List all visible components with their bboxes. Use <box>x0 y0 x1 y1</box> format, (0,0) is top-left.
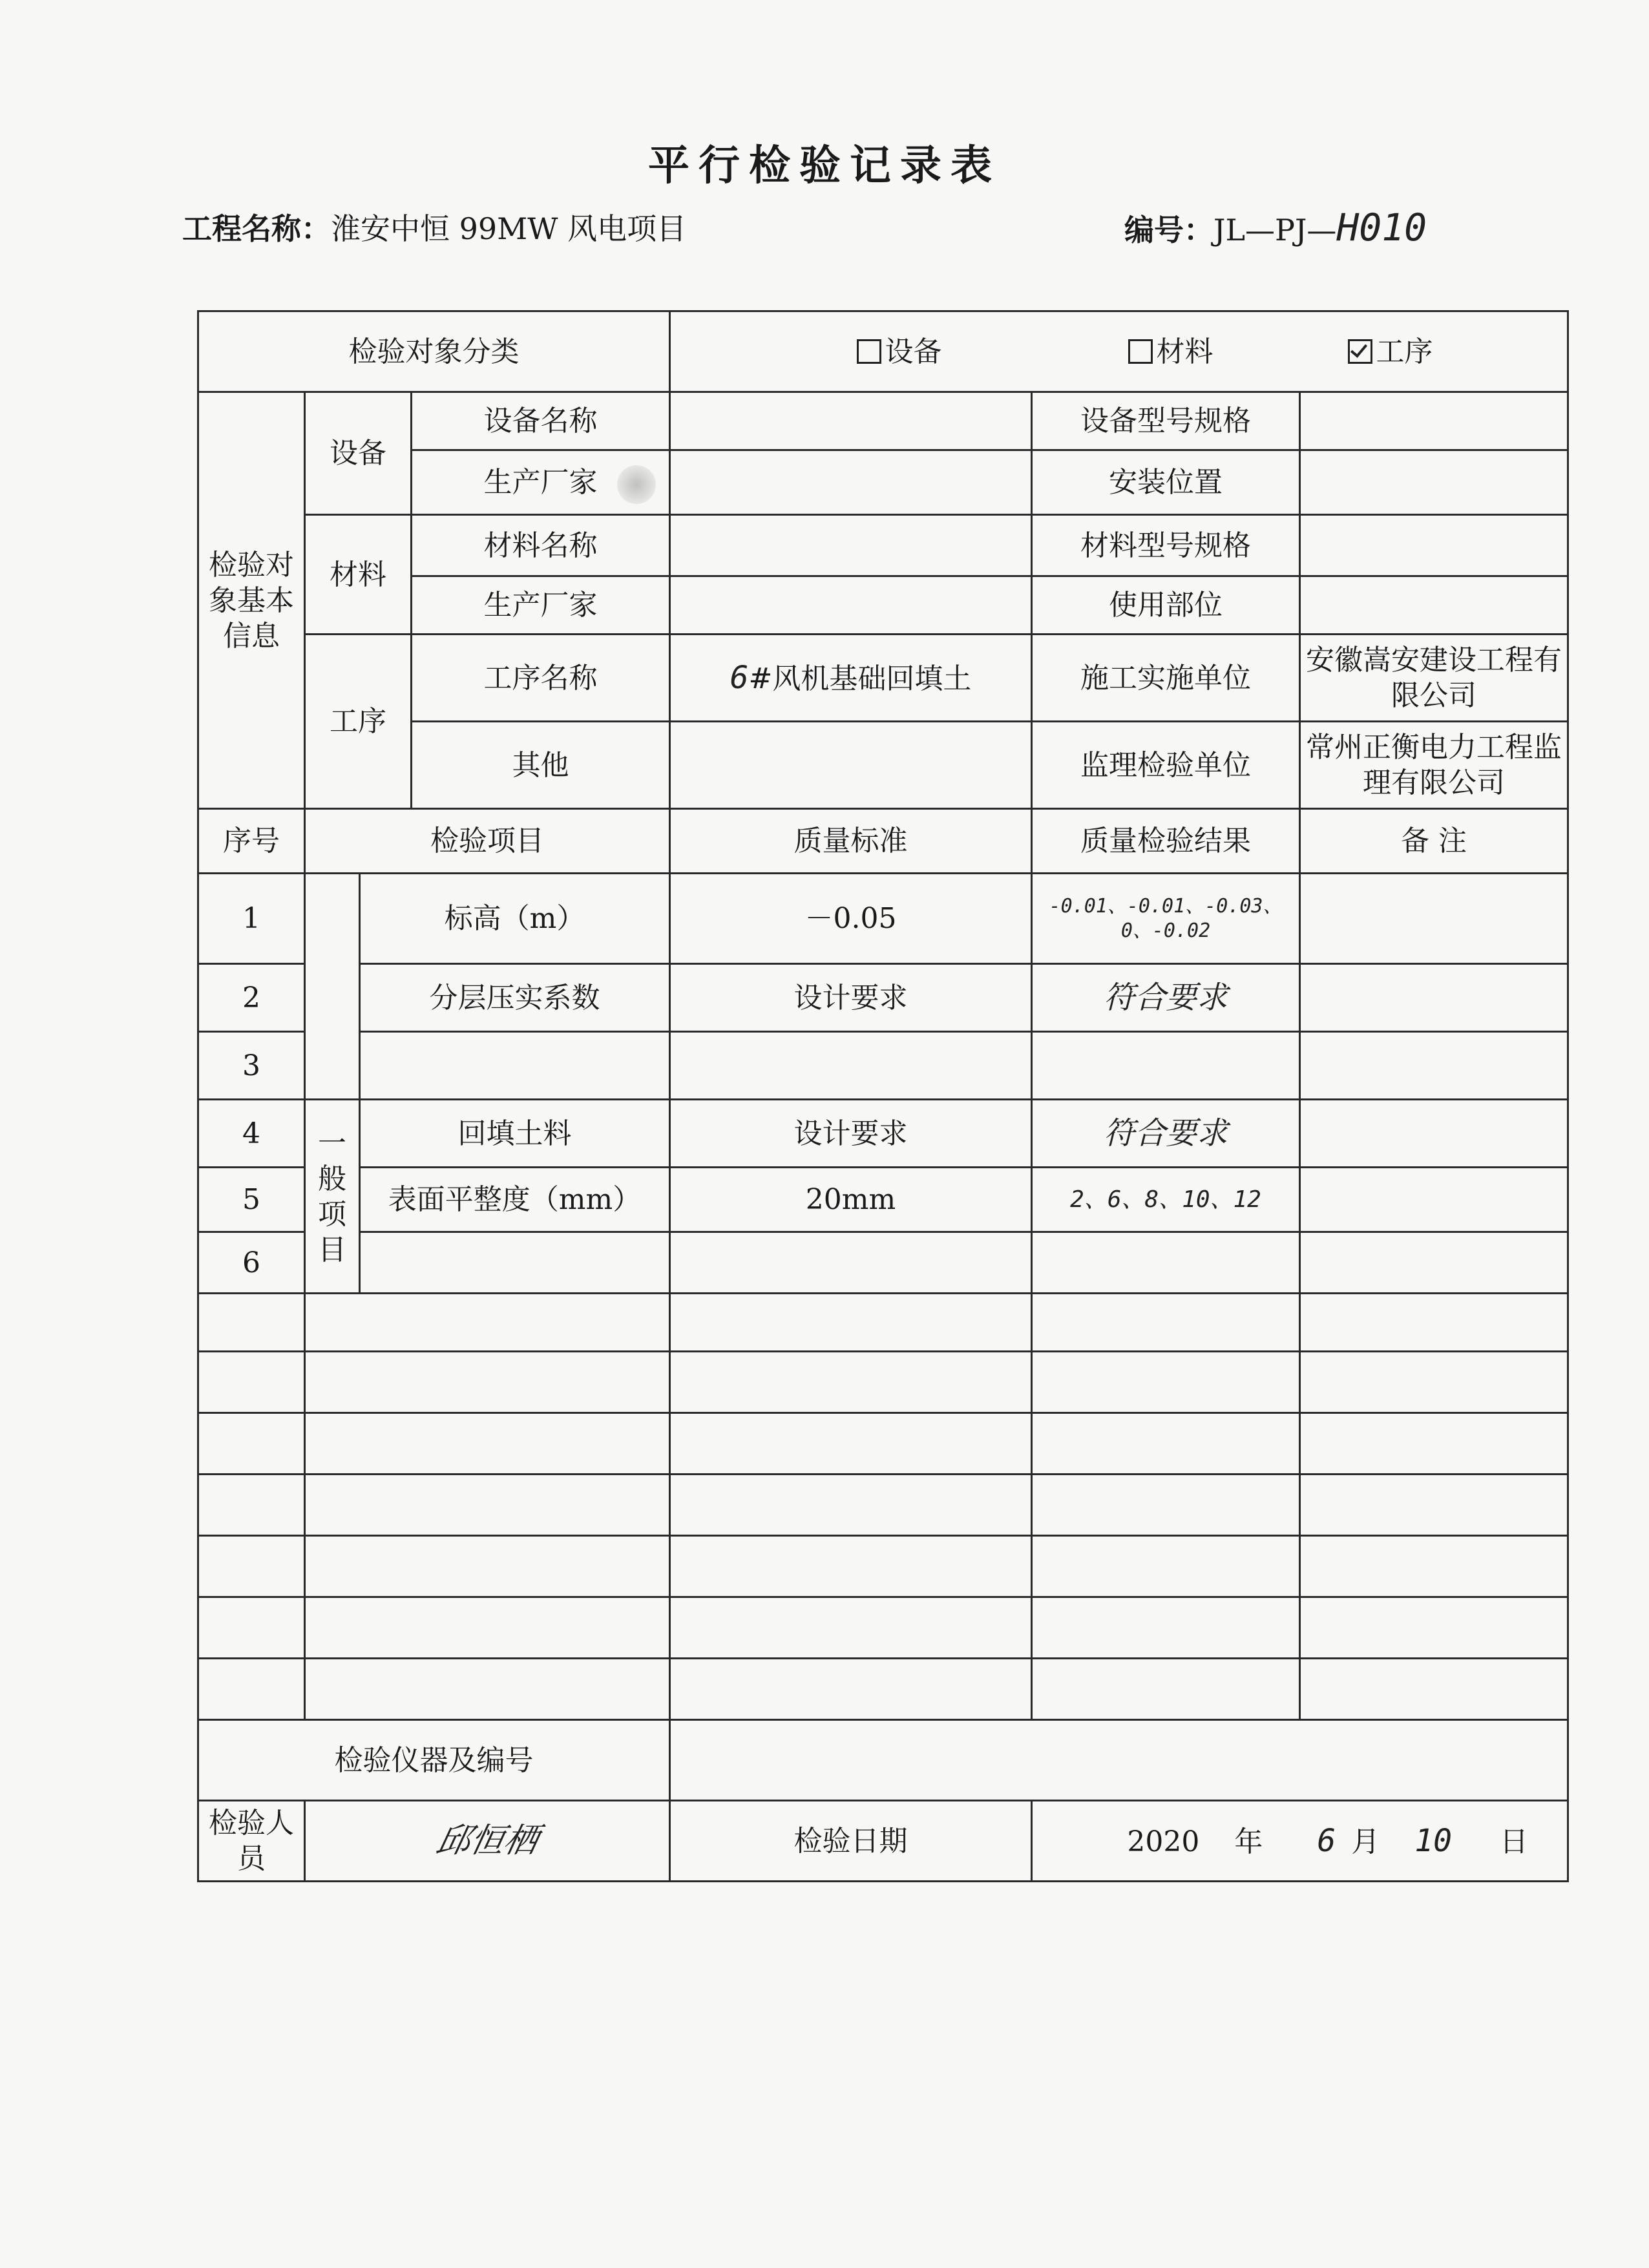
process-label: 工序 <box>305 635 412 809</box>
material-label: 材料 <box>305 515 412 635</box>
checkbox-icon[interactable] <box>1128 339 1153 364</box>
col-remark: 备 注 <box>1300 809 1568 874</box>
col-seq: 序号 <box>198 809 305 874</box>
serial-handwritten: H010 <box>1336 205 1427 249</box>
basic-info-label: 检验对 象基本 信息 <box>198 392 305 809</box>
option-process[interactable]: 工序 <box>1307 334 1475 370</box>
material-model-label: 材料型号规格 <box>1032 515 1300 576</box>
instrument-label: 检验仪器及编号 <box>198 1720 670 1801</box>
equipment-model-value <box>1300 392 1568 450</box>
blank-row <box>198 1659 1568 1720</box>
table-row: 5 表面平整度（mm） 20mm 2、6、8、10、12 <box>198 1168 1568 1232</box>
inspector-signature: 邱恒栖 <box>305 1801 670 1882</box>
process-other-value <box>670 722 1032 809</box>
col-result: 质量检验结果 <box>1032 809 1300 874</box>
blank-row <box>198 1413 1568 1475</box>
instrument-value <box>670 1720 1568 1801</box>
table-row: 2 分层压实系数 设计要求 符合要求 <box>198 964 1568 1032</box>
equipment-label: 设备 <box>305 392 412 515</box>
date-year: 2020 <box>1127 1825 1200 1858</box>
process-other-label: 其他 <box>412 722 670 809</box>
blank-row <box>198 1294 1568 1352</box>
instrument-row <box>198 1720 1568 1801</box>
table-row: 6 <box>198 1232 1568 1294</box>
blank-row <box>198 1597 1568 1659</box>
date-month: 6 <box>1317 1823 1336 1859</box>
material-maker-label: 生产厂家 <box>412 576 670 635</box>
equipment-model-label: 设备型号规格 <box>1032 392 1300 450</box>
material-name-label: 材料名称 <box>412 515 670 576</box>
result-value: 符合要求 <box>1032 1100 1300 1168</box>
equipment-location-label: 安装位置 <box>1032 450 1300 515</box>
result-value: 符合要求 <box>1032 964 1300 1032</box>
material-part-value <box>1300 576 1568 635</box>
table-row: 3 <box>198 1032 1568 1100</box>
result-value: 2、6、8、10、12 <box>1032 1168 1300 1232</box>
option-material[interactable]: 材料 <box>1035 334 1307 370</box>
category-row <box>198 311 1568 392</box>
inspector-row <box>198 1801 1568 1882</box>
equipment-location-value <box>1300 450 1568 515</box>
serial-label: 编号： <box>1124 213 1213 247</box>
inspector-label: 检验人员 <box>198 1801 305 1882</box>
col-standard: 质量标准 <box>670 809 1032 874</box>
process-name-label: 工序名称 <box>412 635 670 722</box>
option-equipment[interactable]: 设备 <box>764 334 1035 370</box>
supervisor-value: 常州正衡电力工程监理有限公司 <box>1300 722 1568 809</box>
serial-prefix: JL—PJ— <box>1213 213 1337 247</box>
equipment-maker-label: 生产厂家 <box>412 450 670 515</box>
equipment-name-label: 设备名称 <box>412 392 670 450</box>
result-value: -0.01、-0.01、-0.03、0、-0.02 <box>1032 874 1300 964</box>
material-model-value <box>1300 515 1568 576</box>
equipment-maker-value <box>670 450 1032 515</box>
contractor-label: 施工实施单位 <box>1032 635 1300 722</box>
blank-row <box>198 1352 1568 1413</box>
general-items-label: 一 般 项 目 <box>305 1100 360 1294</box>
document-title: 平行检验记录表 <box>648 142 1001 190</box>
project-name <box>182 205 686 248</box>
blank-row <box>198 1536 1568 1597</box>
date-day: 10 <box>1414 1823 1453 1859</box>
category-label: 检验对象分类 <box>198 311 670 392</box>
material-part-label: 使用部位 <box>1032 576 1300 635</box>
process-name-hand: 6 <box>730 660 749 696</box>
process-name-value: 6#风机基础回填土 <box>670 635 1032 722</box>
supervisor-label: 监理检验单位 <box>1032 722 1300 809</box>
contractor-value: 安徽嵩安建设工程有限公司 <box>1300 635 1568 722</box>
table-row: 1 标高（m） －0.05 -0.01、-0.01、-0.03、0、-0.02 <box>198 874 1568 964</box>
inspection-table <box>197 310 1569 1882</box>
equipment-name-value <box>670 392 1032 450</box>
serial-number <box>1124 205 1427 249</box>
category-options <box>670 311 1568 392</box>
material-name-value <box>670 515 1032 576</box>
material-maker-value <box>670 576 1032 635</box>
blank-row <box>198 1475 1568 1536</box>
col-item: 检验项目 <box>305 809 670 874</box>
column-header-row <box>198 809 1568 874</box>
project-value: 淮安中恒 99MW 风电项目 <box>331 211 687 246</box>
checked-checkbox-icon[interactable] <box>1348 339 1372 364</box>
table-row: 4 一 般 项 目 回填土料 设计要求 符合要求 <box>198 1100 1568 1168</box>
date-value: 2020 年 6 月 10 日 <box>1032 1801 1568 1882</box>
checkbox-icon[interactable] <box>857 339 881 364</box>
project-label: 工程名称： <box>182 211 331 246</box>
date-label: 检验日期 <box>670 1801 1032 1882</box>
